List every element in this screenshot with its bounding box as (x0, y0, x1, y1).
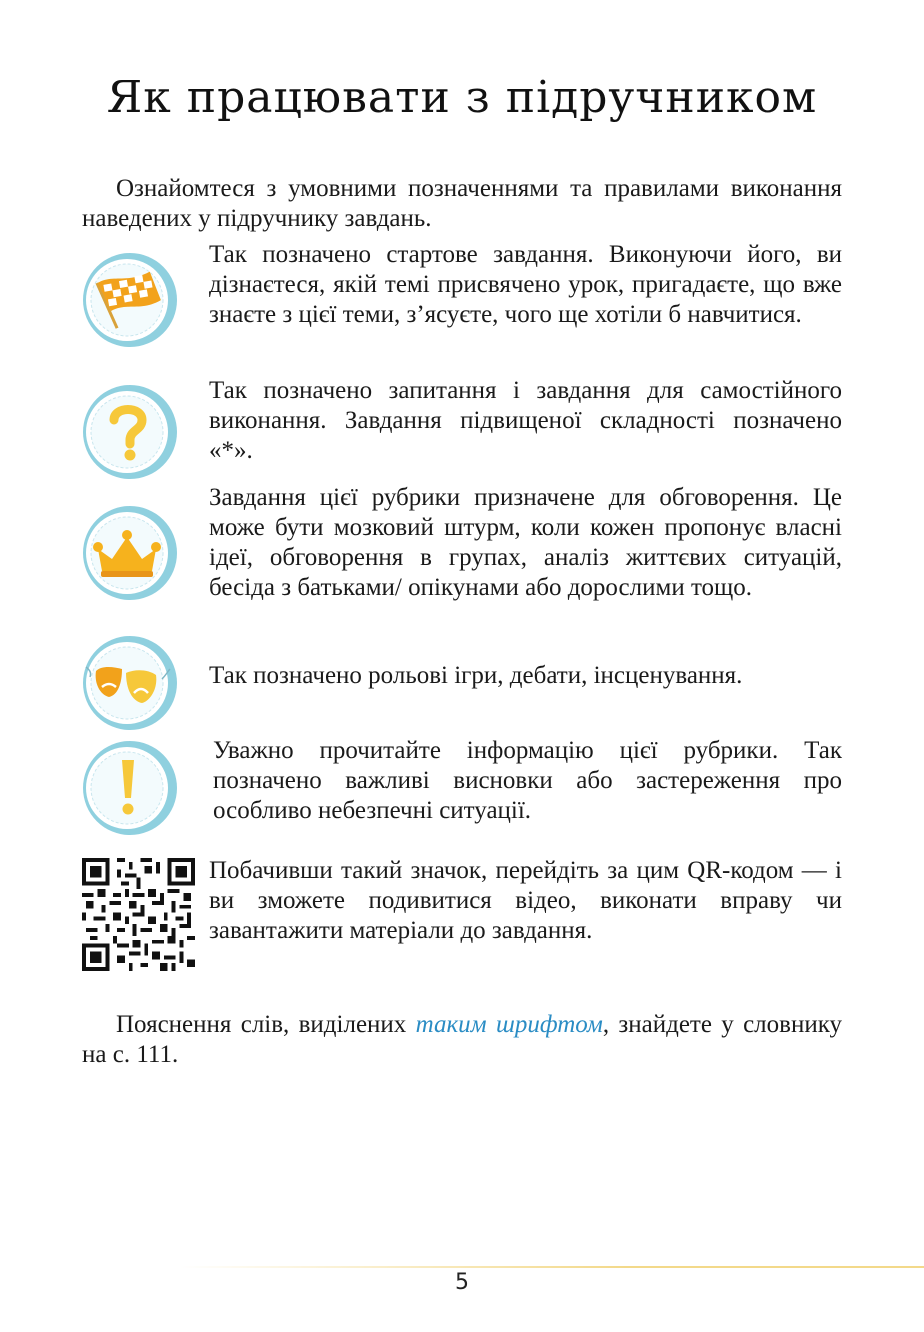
page-number: 5 (455, 1270, 469, 1295)
legend-text: Так позначено стартове завдання. Виконуючи його, ви дізнаєтеся, якій темі присвячено урок, пригадаєте, що вже знаєте з цієї теми, з’ясуєте, чого ще хотіли б навчитися. (209, 241, 842, 328)
legend-text: Так позначено рольові ігри, дебати, інсценування. (209, 662, 743, 689)
crown-icon (82, 501, 182, 601)
question-mark-icon (82, 380, 182, 480)
legend-text: Уважно прочитайте інформацію цієї рубрики. Так позначено важливі висновки або застереження про особливо небезпечні ситуації. (213, 737, 842, 824)
legend-text: Побачивши такий значок, перейдіть за цим QR-кодом — і ви зможете подивитися відео, виконати вправу чи завантажити матеріали до завдання. (209, 857, 842, 944)
exclamation-mark-icon (82, 736, 182, 836)
glossary-note-after: , знайдете у словнику на с. 111. (82, 1011, 843, 1068)
checkered-flag-icon (82, 248, 182, 348)
legend-text: Так позначено запитання і завдання для самостійного виконання. Завдання підвищеної складності позначено «*». (209, 377, 842, 464)
page-title: Як працювати з підручником (106, 72, 818, 123)
theater-masks-icon (82, 631, 182, 731)
intro-paragraph: Ознайомтеся з умовними позначеннями та правилами виконання наведених у підручнику завдань. (82, 175, 842, 232)
qr-code-icon (82, 858, 195, 971)
glossary-highlight-sample: таким шрифтом (415, 1011, 603, 1038)
glossary-note-before: Пояснення слів, виділених (116, 1011, 416, 1038)
legend-text: Завдання цієї рубрики призначене для обговорення. Це може бути мозковий штурм, коли кожен пропонує власні ідеї, обговорення в групах, аналіз життєвих ситуацій, бесіда з батьками/ опікунами або дорослими тощо. (209, 484, 842, 601)
footer-rule (180, 1266, 924, 1268)
glossary-note (82, 1010, 842, 1070)
